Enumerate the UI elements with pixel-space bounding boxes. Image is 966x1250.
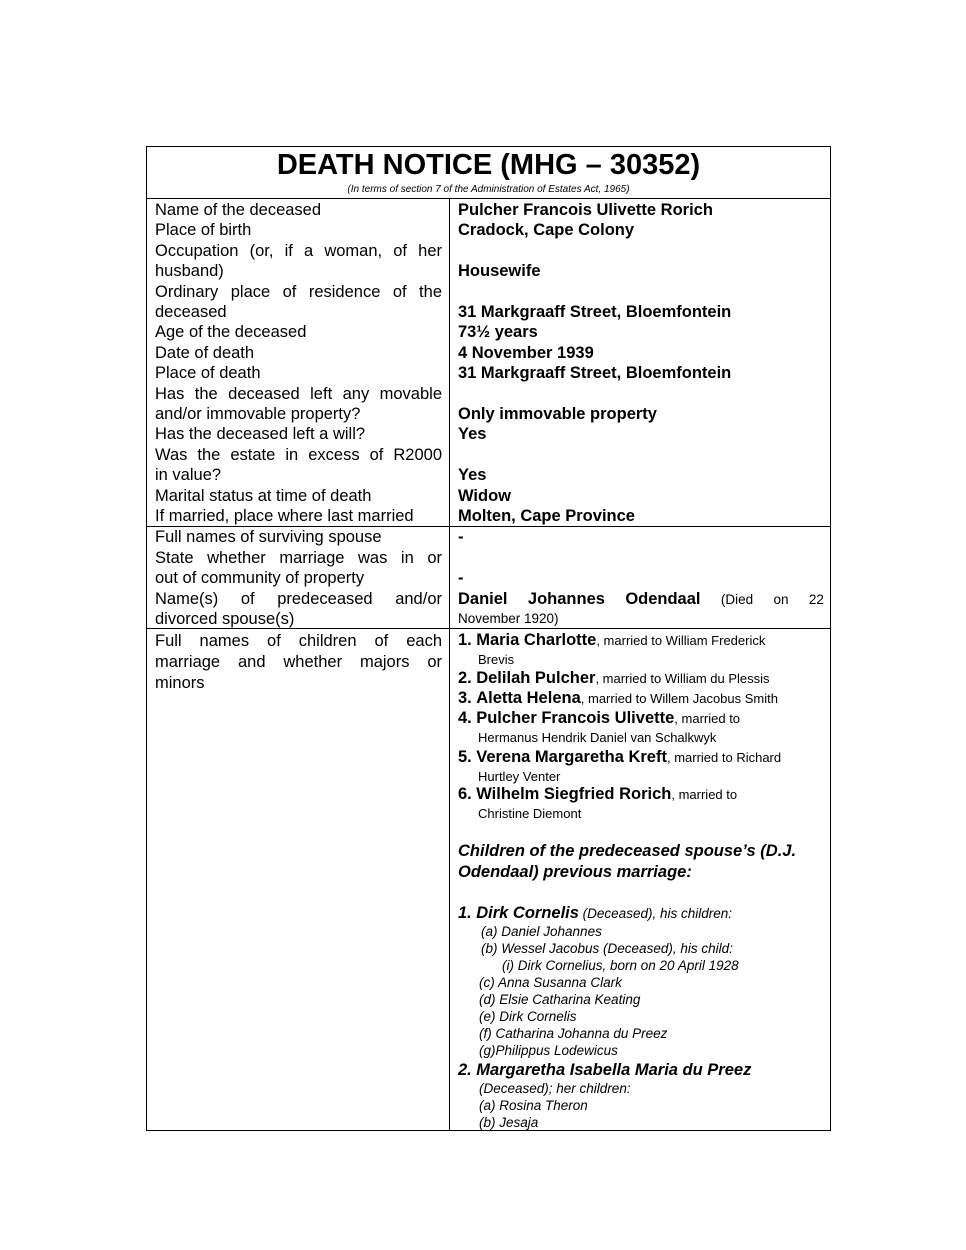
prev-grandchild: (g)Philippus Lodewicus <box>479 1043 618 1058</box>
prev-great-grandchild: (i) Dirk Cornelius, born on 20 April 1928 <box>502 958 739 973</box>
label-community-line2: out of community of property <box>155 569 365 587</box>
label-will: Has the deceased left a will? <box>155 425 366 443</box>
prev-child-item: 1. Dirk Cornelis (Deceased), his children: <box>458 904 732 922</box>
prev-grandchild: (c) Anna Susanna Clark <box>479 975 622 990</box>
document-title: DEATH NOTICE (MHG – 30352) <box>276 149 701 181</box>
predeceased-word: Daniel <box>458 590 508 608</box>
prev-grandchild: (f) Catharina Johanna du Preez <box>479 1026 668 1041</box>
label-children-line2: marriage and whether majors or <box>155 653 442 671</box>
label-surviving-spouse: Full names of surviving spouse <box>155 528 382 546</box>
death-notice-form <box>146 146 831 1131</box>
label-residence-line2: deceased <box>155 303 227 321</box>
label-property-line1: Has the deceased left any movable <box>155 385 442 403</box>
label-estate-line2: in value? <box>155 466 222 484</box>
child-item: 3. Aletta Helena, married to Willem Jacobus Smith <box>458 689 778 707</box>
child-item: 5. Verena Margaretha Kreft, married to Richard Hurtley Venter <box>458 748 782 784</box>
value-date-of-death: 4 November 1939 <box>458 344 594 362</box>
child-item: 6. Wilhelm Siegfried Rorich, married to Christine Diemont <box>458 785 738 821</box>
prev-grandchild: (b) Jesaja <box>479 1115 539 1130</box>
label-date-of-death: Date of death <box>155 344 255 362</box>
prev-marriage-heading-line2: Odendaal) previous marriage: <box>458 863 692 881</box>
value-occupation: Housewife <box>458 262 541 280</box>
prev-child-status: (Deceased); her children: <box>479 1081 631 1096</box>
child-item: 2. Delilah Pulcher, married to William du Plessis <box>458 669 770 687</box>
label-married-place: If married, place where last married <box>155 507 414 525</box>
label-children-line3: minors <box>155 674 205 692</box>
prev-grandchild: (e) Dirk Cornelis <box>479 1009 577 1024</box>
child-item: 1. Maria Charlotte, married to William Frederick Brevis <box>458 631 766 667</box>
label-estate-line1: Was the estate in excess of R2000 <box>155 446 442 464</box>
predeceased-word: Odendaal <box>625 590 701 608</box>
value-surviving-spouse: - <box>458 528 464 546</box>
predeceased-word: Johannes <box>527 590 605 608</box>
value-community: - <box>458 569 464 587</box>
label-occupation-line1: Occupation (or, if a woman, of her <box>155 242 442 260</box>
prev-child-item: 2. Margaretha Isabella Maria du Preez <box>458 1061 752 1079</box>
value-birth: Cradock, Cape Colony <box>458 221 635 239</box>
value-property: Only immovable property <box>458 405 657 423</box>
label-occupation-line2: husband) <box>155 262 224 280</box>
value-predeceased-line1 <box>458 589 824 610</box>
prev-grandchild: (b) Wessel Jacobus (Deceased), his child: <box>481 941 733 956</box>
prev-grandchild: (a) Rosina Theron <box>479 1098 588 1113</box>
label-predeceased-line1: Name(s) of predeceased and/or <box>155 590 442 608</box>
value-will: Yes <box>458 425 487 443</box>
value-name: Pulcher Francois Ulivette Rorich <box>458 201 713 219</box>
document-subtitle: (In terms of section 7 of the Administration of Estates Act, 1965) <box>347 184 630 195</box>
title-row <box>147 147 830 199</box>
label-children-line1: Full names of children of each <box>155 632 442 650</box>
label-community-line1: State whether marriage was in or <box>155 549 442 567</box>
label-age: Age of the deceased <box>155 323 307 341</box>
value-residence: 31 Markgraaff Street, Bloemfontein <box>458 303 732 321</box>
label-marital-status: Marital status at time of death <box>155 487 372 505</box>
predeceased-word: on <box>773 592 789 607</box>
label-place-of-death: Place of death <box>155 364 261 382</box>
value-place-of-death: 31 Markgraaff Street, Bloemfontein <box>458 364 732 382</box>
prev-marriage-heading-line1: Children of the predeceased spouse’s (D.J. <box>458 842 797 860</box>
value-age: 73½ years <box>458 323 538 341</box>
value-married-place: Molten, Cape Province <box>458 507 635 525</box>
label-name: Name of the deceased <box>155 201 322 219</box>
label-birth: Place of birth <box>155 221 252 239</box>
value-marital-status: Widow <box>458 487 512 505</box>
label-property-line2: and/or immovable property? <box>155 405 361 423</box>
column-divider <box>449 199 450 1130</box>
predeceased-word: (Died <box>720 592 754 607</box>
prev-grandchild: (a) Daniel Johannes <box>481 924 602 939</box>
predeceased-word: 22 <box>808 592 824 607</box>
label-predeceased-line2: divorced spouse(s) <box>155 610 295 628</box>
prev-grandchild: (d) Elsie Catharina Keating <box>479 992 641 1007</box>
value-estate: Yes <box>458 466 487 484</box>
value-predeceased-line2: November 1920) <box>458 611 559 626</box>
label-residence-line1: Ordinary place of residence of the <box>155 283 442 301</box>
child-item: 4. Pulcher Francois Ulivette, married to Hermanus Hendrik Daniel van Schalkwyk <box>458 709 741 745</box>
